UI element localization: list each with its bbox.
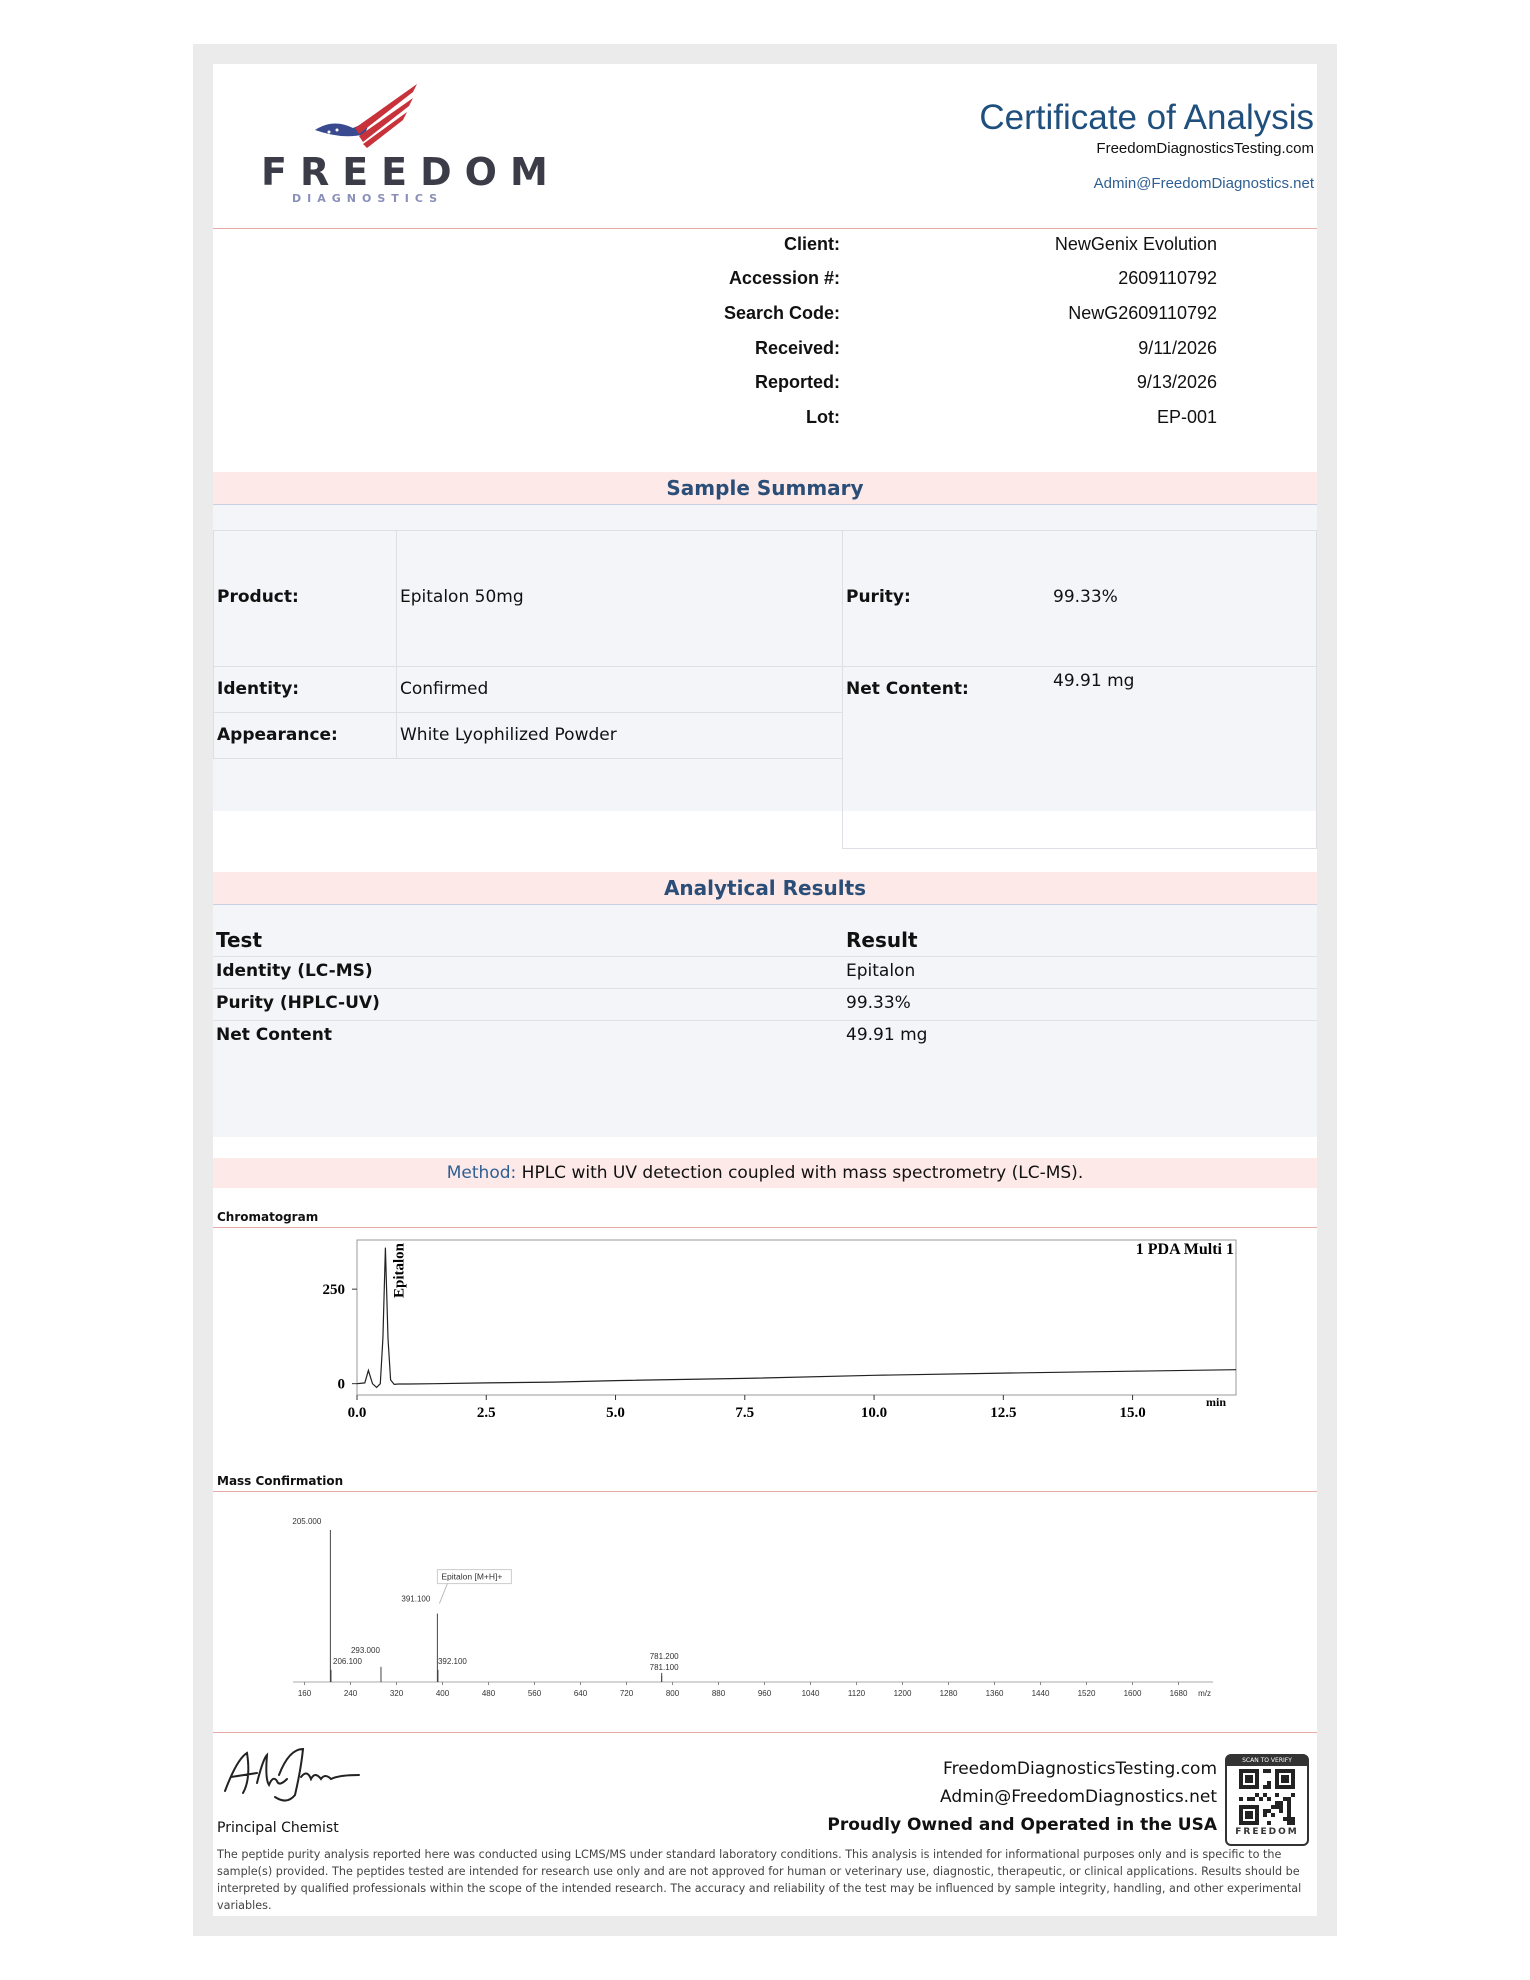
- info-row-client: [213, 234, 1317, 264]
- qr-module: [1263, 1813, 1267, 1817]
- qr-finder-dot: [1245, 1811, 1253, 1819]
- qr-module: [1291, 1821, 1295, 1825]
- chart-title: 1 PDA Multi 1: [1135, 1241, 1234, 1258]
- method-text: HPLC with UV detection coupled with mass spectrometry (LC-MS).: [521, 1163, 1084, 1183]
- qr-module: [1267, 1797, 1271, 1801]
- qr-brand: FREEDOM: [1235, 1827, 1299, 1837]
- qr-caption: SCAN TO VERIFY: [1227, 1756, 1307, 1766]
- info-row-reported: [213, 372, 1317, 402]
- received-label: Received:: [754, 338, 840, 358]
- annotation-label: Epitalon [M+H]+: [441, 1571, 503, 1582]
- x-tick-label: 2.5: [476, 1405, 496, 1421]
- mass-peak-label: 206.100: [333, 1656, 362, 1666]
- qr-finder-dot: [1281, 1775, 1289, 1783]
- qr-module: [1263, 1785, 1267, 1789]
- mass-x-tick-label: 1120: [847, 1689, 866, 1698]
- method-banner: [213, 1158, 1317, 1188]
- header-divider: [213, 228, 1317, 229]
- product-value-cell: [396, 530, 843, 667]
- x-tick-label: 12.5: [990, 1405, 1017, 1421]
- qr-module: [1287, 1801, 1291, 1805]
- test-name: Purity (HPLC-UV): [216, 993, 380, 1013]
- document-title: Certificate of Analysis: [979, 98, 1314, 137]
- qr-module: [1287, 1797, 1291, 1801]
- info-row-received: [213, 338, 1317, 368]
- qr-module: [1279, 1801, 1283, 1805]
- method-label: Method:: [446, 1163, 517, 1183]
- verify-qr-code[interactable]: [1225, 1754, 1309, 1846]
- chromatogram-chart: [213, 1228, 1317, 1448]
- qr-module: [1287, 1813, 1291, 1817]
- test-result: 49.91 mg: [846, 1025, 928, 1045]
- row-divider: [213, 988, 1317, 989]
- qr-module: [1251, 1797, 1255, 1801]
- qr-module: [1267, 1785, 1271, 1789]
- footer-website-link[interactable]: FreedomDiagnosticsTesting.com: [943, 1759, 1217, 1779]
- qr-module: [1267, 1809, 1271, 1813]
- qr-module: [1255, 1793, 1259, 1797]
- mass-peak-label: 781.100: [649, 1662, 679, 1672]
- eagle-flag-logo-icon: [313, 78, 423, 148]
- mass-peak-label: 391.100: [401, 1594, 431, 1604]
- row-divider: [213, 1020, 1317, 1021]
- chromatogram-label: Chromatogram: [217, 1210, 319, 1224]
- analytical-results-box: [213, 905, 1317, 1137]
- mass-x-tick-label: 320: [389, 1689, 404, 1698]
- mass-x-tick-label: 480: [481, 1689, 496, 1698]
- mass-spectrum-chart: [213, 1492, 1317, 1702]
- qr-module: [1287, 1821, 1291, 1825]
- mass-x-tick-label: 640: [573, 1689, 588, 1698]
- accession-label: Accession #:: [728, 268, 840, 288]
- qr-module: [1279, 1805, 1283, 1809]
- accession-value: 2609110792: [1118, 268, 1217, 288]
- qr-module: [1247, 1797, 1251, 1801]
- reported-label: Reported:: [755, 372, 840, 392]
- test-column-header: Test: [216, 928, 263, 952]
- qr-module: [1263, 1793, 1267, 1797]
- mass-x-tick-label: 800: [665, 1689, 680, 1698]
- mass-x-tick-label: 1600: [1123, 1689, 1142, 1698]
- client-value: NewGenix Evolution: [1054, 234, 1217, 254]
- x-axis-label: min: [1205, 1395, 1226, 1409]
- test-result: Epitalon: [846, 961, 916, 981]
- mass-x-tick-label: 160: [297, 1689, 312, 1698]
- mass-x-tick-label: 720: [619, 1689, 634, 1698]
- identity-label-cell: [213, 666, 397, 713]
- sample-summary-heading: Sample Summary: [213, 472, 1317, 505]
- x-tick-label: 10.0: [860, 1405, 888, 1421]
- net-content-label: Net Content:: [846, 679, 969, 699]
- y-tick-label: 250: [322, 1282, 345, 1299]
- client-label: Client:: [784, 234, 840, 254]
- disclaimer-text: The peptide purity analysis reported here was conducted using LCMS/MS under standard laboratory conditions. This analysis is intended for informational purposes only and is specific to the sample(s) provided. The peptides tested are intended for research use only and are not approved for human or veterinary use, diagnostic, therapeutic, or clinical applications. Results should be interpreted by qualified professionals within the scope of the intended research. The accuracy and reliability of the test may be influenced by sample integrity, handling, and other experimental variables.: [217, 1848, 1302, 1912]
- test-name: Identity (LC-MS): [216, 961, 373, 981]
- annotation-leader: [439, 1584, 447, 1604]
- mass-x-tick-label: 1200: [893, 1689, 912, 1698]
- qr-module: [1287, 1817, 1291, 1821]
- mass-peak-label: 781.200: [649, 1651, 679, 1661]
- qr-module: [1279, 1809, 1283, 1813]
- search-code-label: Search Code:: [723, 303, 840, 323]
- qr-module: [1271, 1813, 1275, 1817]
- mass-x-tick-label: 560: [527, 1689, 542, 1698]
- product-label: Product:: [217, 587, 299, 607]
- appearance-label-cell: [213, 712, 397, 759]
- header-website-link[interactable]: FreedomDiagnosticsTesting.com: [1096, 140, 1314, 157]
- info-row-search-code: [213, 303, 1317, 333]
- header-email-link[interactable]: Admin@FreedomDiagnostics.net: [1093, 175, 1314, 192]
- mass-x-tick-label: 1520: [1077, 1689, 1096, 1698]
- appearance-value: White Lyophilized Powder: [400, 725, 617, 745]
- identity-value: Confirmed: [400, 679, 489, 699]
- chromatogram-trace: [357, 1248, 1236, 1388]
- signature-image: [217, 1739, 367, 1809]
- lot-value: EP-001: [1156, 407, 1217, 427]
- mass-peak-label: 392.100: [437, 1656, 467, 1666]
- qr-module: [1283, 1797, 1287, 1801]
- mass-x-axis-label: m/z: [1198, 1689, 1211, 1698]
- test-result: 99.33%: [846, 993, 911, 1013]
- qr-code-icon: [1239, 1769, 1295, 1825]
- x-tick-label: 7.5: [735, 1405, 755, 1421]
- peak-label: Epitalon: [391, 1242, 408, 1298]
- certificate-page: [213, 64, 1317, 1916]
- reported-value: 9/13/2026: [1136, 372, 1217, 392]
- footer-divider: [213, 1732, 1317, 1733]
- net-content-cell: [842, 666, 1317, 849]
- mass-x-tick-label: 1360: [985, 1689, 1004, 1698]
- qr-module: [1275, 1801, 1279, 1805]
- mass-x-tick-label: 400: [435, 1689, 450, 1698]
- qr-module: [1275, 1805, 1279, 1809]
- qr-module: [1291, 1793, 1295, 1797]
- info-row-lot: [213, 407, 1317, 437]
- qr-module: [1267, 1821, 1271, 1825]
- mass-x-tick-label: 1280: [939, 1689, 958, 1698]
- lot-label: Lot:: [806, 407, 840, 427]
- mass-x-tick-label: 240: [343, 1689, 358, 1698]
- mass-peak-label: 293.000: [350, 1645, 380, 1655]
- qr-finder-dot: [1245, 1775, 1253, 1783]
- qr-module: [1267, 1781, 1271, 1785]
- product-value: Epitalon 50mg: [400, 587, 524, 607]
- purity-label: Purity:: [846, 587, 911, 607]
- x-tick-label: 5.0: [606, 1405, 625, 1421]
- appearance-label: Appearance:: [217, 725, 338, 745]
- qr-module: [1263, 1769, 1267, 1773]
- received-value: 9/11/2026: [1138, 338, 1217, 358]
- brand-wordmark: FREEDOM: [261, 150, 561, 194]
- mass-confirmation-label: Mass Confirmation: [217, 1474, 344, 1488]
- qr-module: [1287, 1805, 1291, 1809]
- qr-module: [1267, 1769, 1271, 1773]
- mass-x-tick-label: 960: [757, 1689, 772, 1698]
- mass-x-tick-label: 1680: [1169, 1689, 1188, 1698]
- qr-module: [1239, 1797, 1243, 1801]
- signer-title: Principal Chemist: [217, 1820, 339, 1836]
- qr-module: [1291, 1817, 1295, 1821]
- qr-module: [1263, 1809, 1267, 1813]
- net-content-value: 49.91 mg: [1053, 671, 1135, 691]
- mass-peak-label: 205.000: [292, 1517, 322, 1526]
- purity-value: 99.33%: [1053, 587, 1118, 607]
- result-column-header: Result: [846, 928, 918, 952]
- mass-x-tick-label: 880: [711, 1689, 726, 1698]
- mass-x-tick-label: 1040: [801, 1689, 820, 1698]
- qr-module: [1275, 1793, 1279, 1797]
- results-header-divider: [213, 956, 1317, 957]
- product-label-cell: [213, 530, 397, 667]
- brand-subtitle: DIAGNOSTICS: [292, 192, 444, 205]
- appearance-value-cell: [396, 712, 843, 759]
- qr-module: [1259, 1797, 1263, 1801]
- qr-module: [1283, 1817, 1287, 1821]
- search-code-value: NewG2609110792: [1068, 303, 1217, 323]
- identity-value-cell: [396, 666, 843, 713]
- y-tick-label: 0: [337, 1376, 345, 1393]
- analytical-results-heading: Analytical Results: [213, 872, 1317, 905]
- info-row-accession: [213, 268, 1317, 298]
- identity-label: Identity:: [217, 679, 300, 699]
- x-tick-label: 15.0: [1119, 1405, 1146, 1421]
- test-name: Net Content: [216, 1025, 332, 1045]
- qr-module: [1287, 1809, 1291, 1813]
- x-tick-label: 0.0: [347, 1405, 367, 1421]
- footer-tagline: Proudly Owned and Operated in the USA: [827, 1815, 1217, 1835]
- mass-x-tick-label: 1440: [1031, 1689, 1050, 1698]
- qr-module: [1271, 1805, 1275, 1809]
- footer-email-link[interactable]: Admin@FreedomDiagnostics.net: [940, 1787, 1217, 1807]
- purity-cell: [842, 530, 1317, 667]
